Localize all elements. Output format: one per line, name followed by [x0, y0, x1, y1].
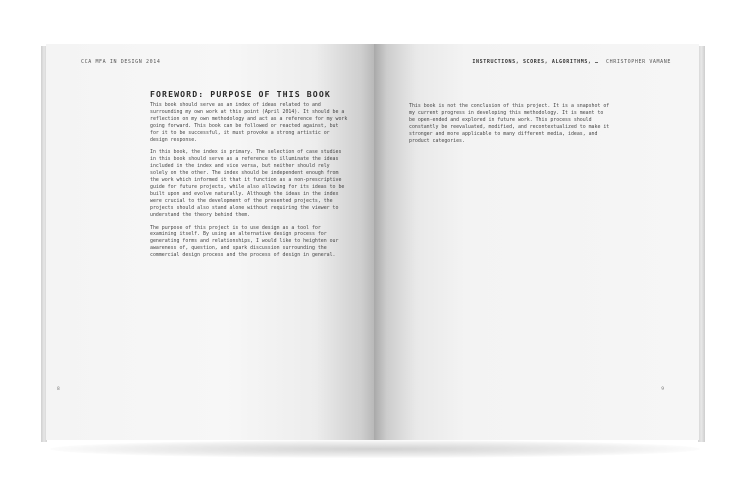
- running-head-author: CHRISTOPHER VAMANE: [606, 59, 671, 65]
- paragraph: The purpose of this project is to use design as a tool for examining itself. By using an alternative design process for generating forms and relationships, I would like to heighten our awareness of, question, and spark discussion surrounding the commercial design process and the process of design in general.: [150, 224, 339, 259]
- running-head-title: INSTRUCTIONS, SCORES, ALGORITHMS, …: [472, 59, 599, 65]
- paragraph: This book is not the conclusion of this project. It is a snapshot of my current progress in developing this methodology. It is meant to be open-ended and explored in future work. This process should constantly be reevaluated, modified, and recontextualized to make it stronger and more applicable to many different media, ideas, and product categories.: [409, 103, 610, 144]
- right-body-text: [409, 103, 610, 150]
- right-running-head: [472, 59, 671, 65]
- book-shadow: [50, 440, 700, 458]
- right-page-stack-edge: [698, 46, 705, 442]
- left-page-number: 8: [57, 387, 60, 392]
- right-page: [374, 44, 699, 440]
- left-running-head: CCA MFA IN DESIGN 2014: [81, 59, 161, 65]
- right-page-number: 9: [661, 387, 664, 392]
- paragraph: This book should serve as an index of ideas related to and surrounding my own work at this point (April 2014). It should be a reflection on my own methodology and act as a reference for my work going forward. This book can be followed or reacted against, but for it to be successful, it must provoke a strong artistic or design response.: [150, 102, 348, 143]
- paragraph: In this book, the index is primary. The selection of case studies in this book should serve as a reference to illuminate the ideas included in the index and vice versa, but neither should rely solely on the other. The index should be independent enough from the work which informed it that it function as a non-prescriptive guide for future projects, while also allowing for its ideas to be built upon and evolve naturally. Although the ideas in the index were crucial to the development of the presented projects, the projects should also stand alone without requiring the viewer to understand the theory behind them.: [150, 149, 345, 218]
- left-page: [46, 44, 374, 440]
- left-body-text: [150, 102, 349, 265]
- page-title: FOREWORD: PURPOSE OF THIS BOOK: [150, 89, 331, 99]
